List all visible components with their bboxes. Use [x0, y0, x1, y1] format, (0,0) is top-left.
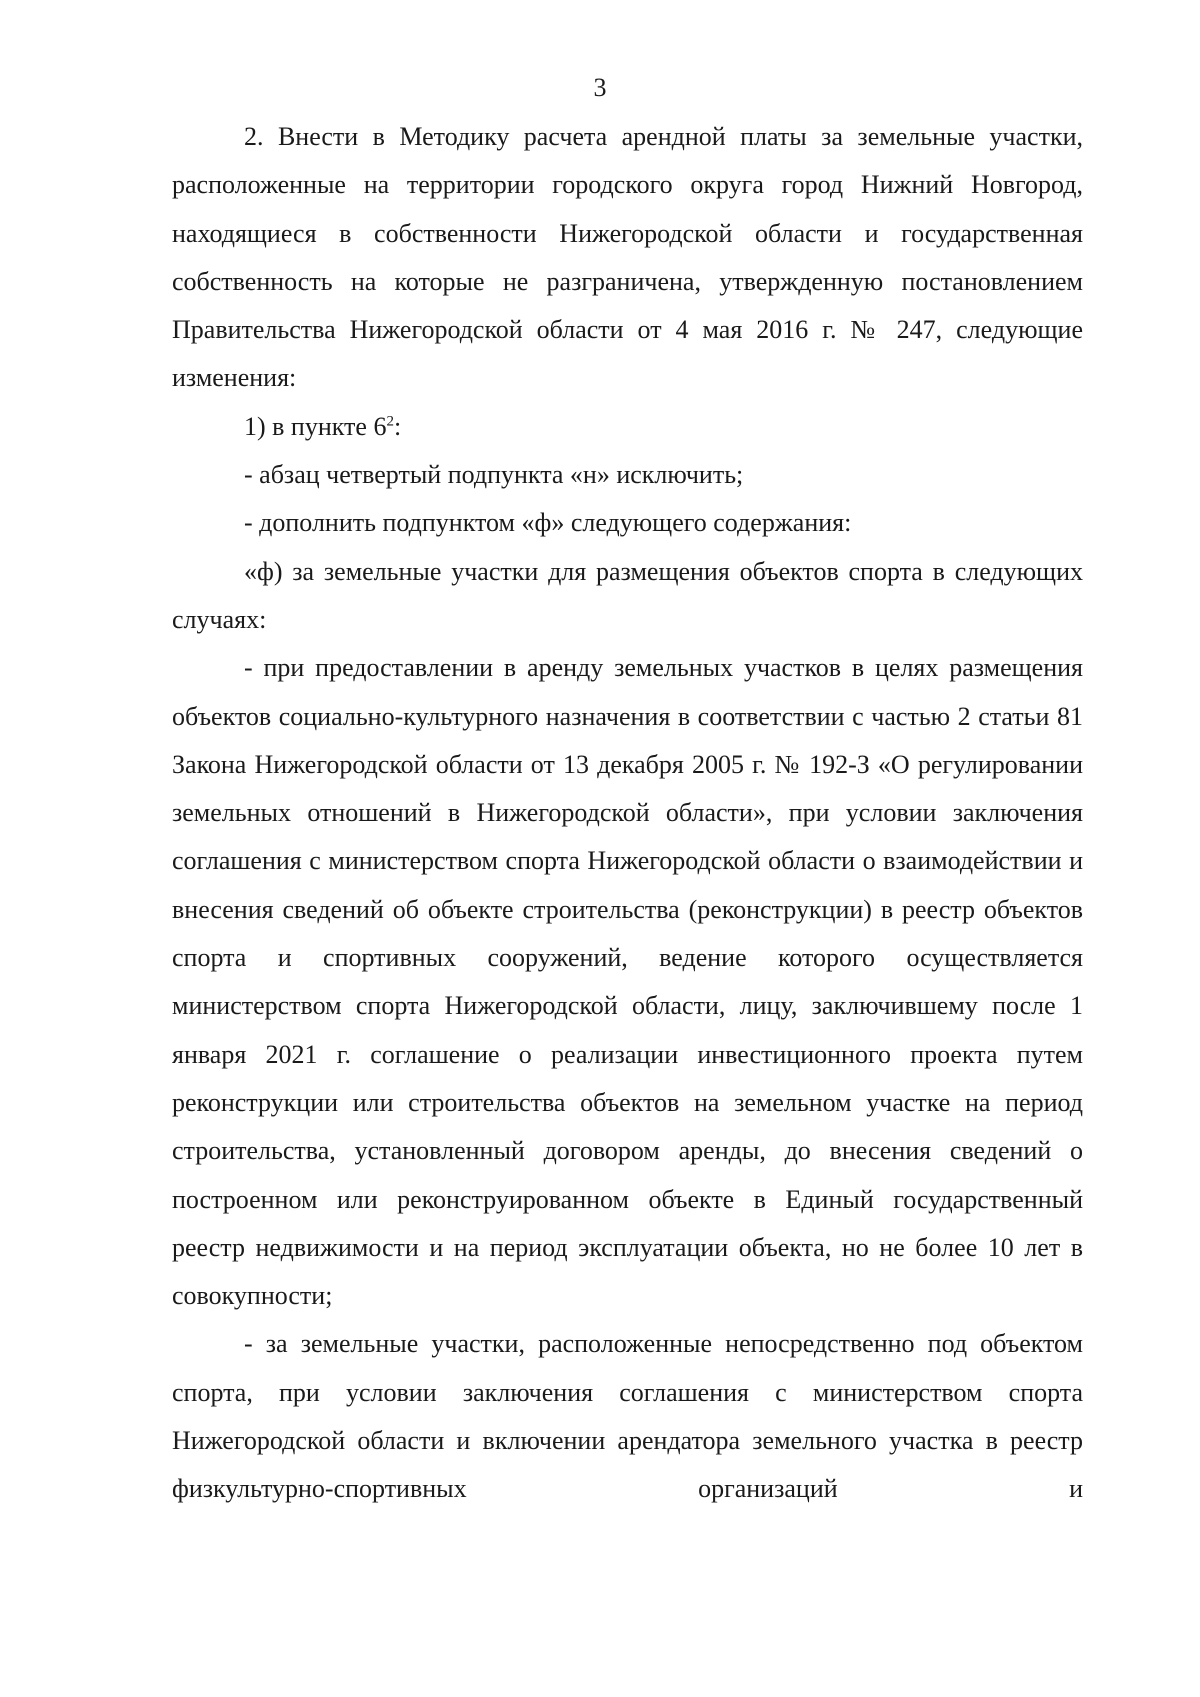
item-1-superscript: 2	[386, 413, 394, 430]
paragraph-add-subclause: - дополнить подпунктом «ф» следующего содержания:	[244, 508, 852, 538]
document-body	[172, 113, 1083, 1514]
paragraph-item-1	[172, 403, 1083, 451]
page-number: 3	[593, 73, 607, 102]
paragraph-case-land-under-object: - за земельные участки, расположенные непосредственно под объектом спорта, при условии заключения соглашения с министерством спорта Нижегородской области и включении арендатора земельного участка в реестр физкультурно-спортивных организаций и	[172, 1329, 1083, 1504]
paragraph-amendment-intro: 2. Внести в Методику расчета арендной платы за земельные участки, расположенные на территории городского округа город Нижний Новгород, находящиеся в собственности Нижегородской области и государственная собственность на которые не разграничена, утвержденную постановлением Правительства Нижегородской области от 4 мая 2016 г. № 247, следующие изменения:	[172, 122, 1083, 393]
item-1-text: 1) в пункте 6	[244, 411, 387, 441]
paragraph-case-lease: - при предоставлении в аренду земельных участков в целях размещения объектов социально-культурного назначения в соответствии с частью 2 статьи 81 Закона Нижегородской области от 13 декабря 2005 г. № 192-З «О регулировании земельных отношений в Нижегородской области», при условии заключения соглашения с министерством спорта Нижегородской области о взаимодействии и внесения сведений об объекте строительства (реконструкции) в реестр объектов спорта и спортивных сооружений, ведение которого осуществляется министерством спорта Нижегородской области, лицу, заключившему после 1 января 2021 г. соглашение о реализации инвестиционного проекта путем реконструкции или строительства объектов на земельном участке на период строительства, установленный договором аренды, до внесения сведений о построенном или реконструированном объекте в Единый государственный реестр недвижимости и на период эксплуатации объекта, но не более 10 лет в совокупности;	[172, 653, 1083, 1311]
paragraph-subclause-f: «ф) за земельные участки для размещения объектов спорта в следующих случаях:	[172, 556, 1083, 634]
paragraph-exclude-clause: - абзац четвертый подпункта «н» исключить;	[244, 460, 744, 490]
item-1-colon: :	[393, 411, 402, 441]
